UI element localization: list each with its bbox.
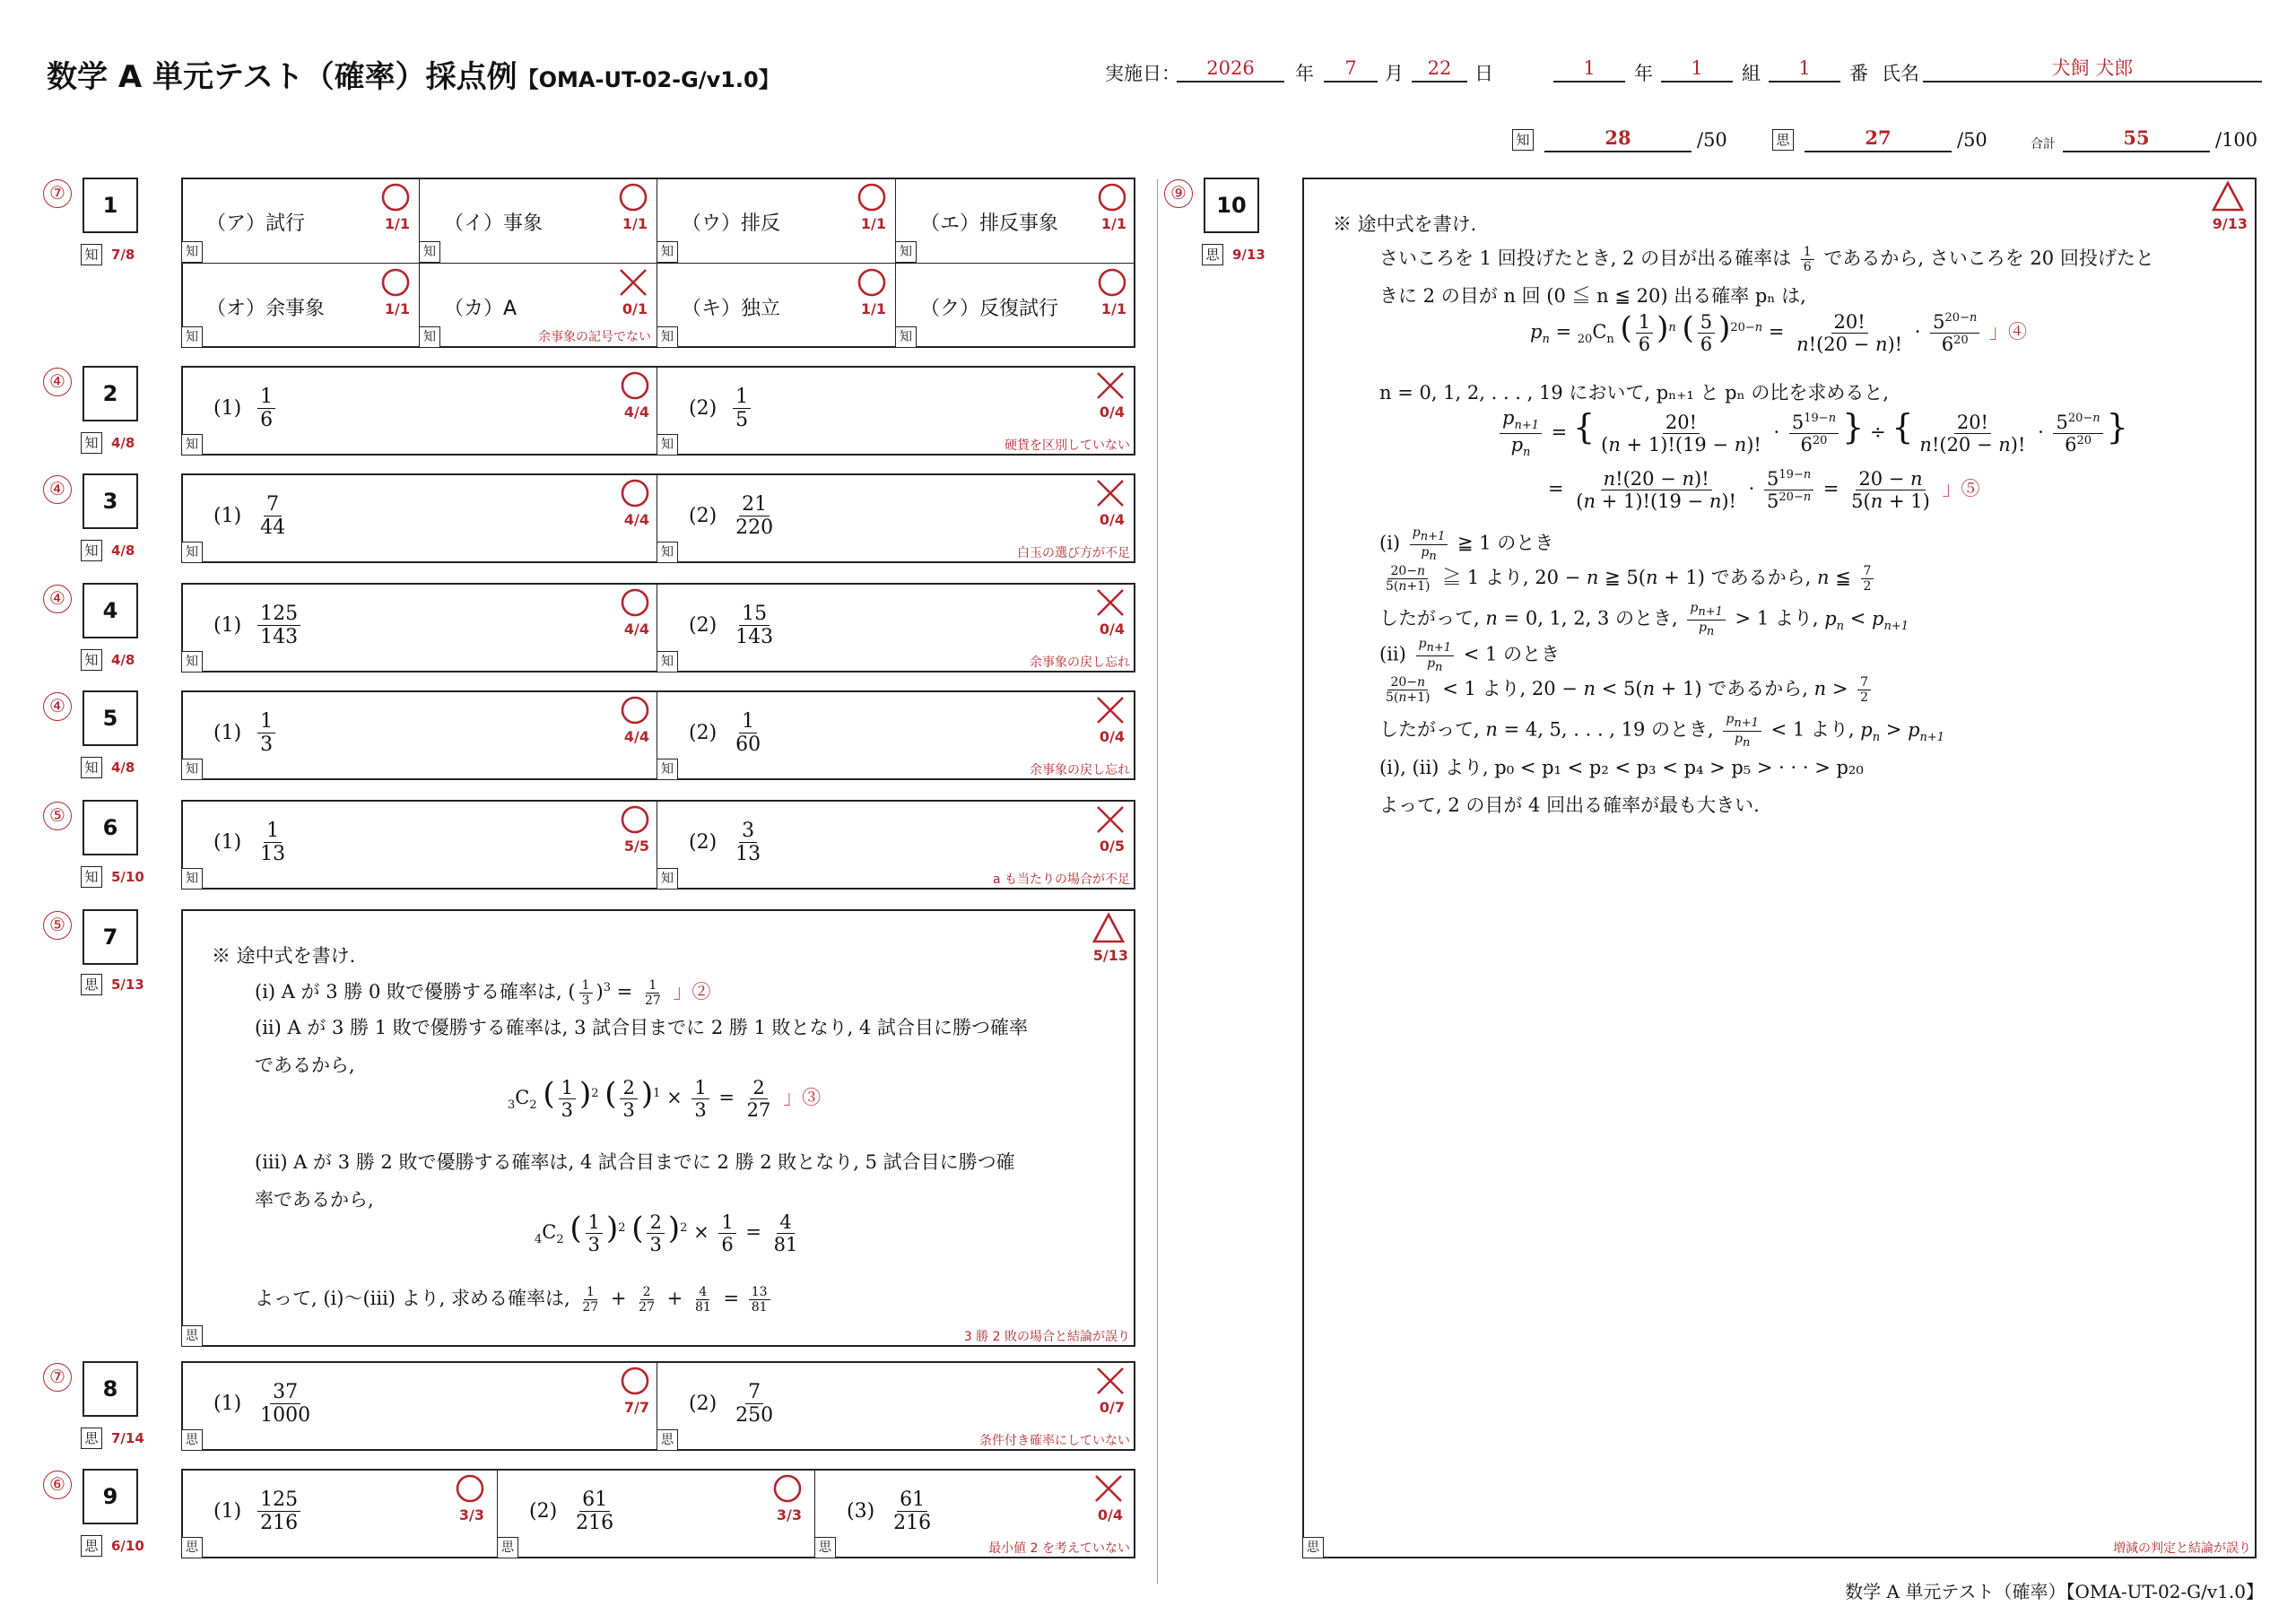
q9-circled-score: ⑥ bbox=[43, 1471, 72, 1499]
q1-cell-score: 1/1 bbox=[384, 215, 410, 232]
q5-answer-index: (1) bbox=[213, 721, 242, 744]
q5-answer-fraction-num: 1 bbox=[257, 710, 275, 733]
q8-answer-fraction-num: 7 bbox=[745, 1381, 763, 1404]
q1-cell-note: 余事象の記号でない bbox=[538, 330, 651, 344]
q3-answer-fraction-num: 7 bbox=[264, 493, 282, 516]
q1-cell-tag: 知 bbox=[181, 326, 203, 348]
q6-cell-tag: 知 bbox=[181, 868, 203, 890]
q8-subscore: 7/14 bbox=[111, 1430, 144, 1446]
q7-line-i: (i) A が 3 勝 0 敗で優勝する確率は, ( $\frac{1}{3}$ )$^3$ = $\frac{1}{27}$ 」② bbox=[255, 977, 711, 1008]
q9-answer bbox=[213, 1488, 304, 1535]
q10-eq-ratio: $\frac{p_{n+1}}{p_n}$ = { $\frac{20!}{(n + 1)!(19 - n)!}$ · $\frac{5^{19-n}}{6^{20}}$ } ÷ { $\frac{20!}{n!(20 - n)!}$ · $\frac{5^{20-n}}{6^{20}}$ } bbox=[1496, 407, 2128, 460]
column-divider bbox=[1157, 179, 1158, 1584]
q9-cross-mark bbox=[1091, 1471, 1126, 1506]
q9-answer-index: (1) bbox=[213, 1499, 242, 1523]
q4-number: 4 bbox=[83, 583, 138, 638]
q1-cell-score: 0/1 bbox=[622, 300, 648, 317]
total-label: 合計 bbox=[2031, 137, 2056, 152]
day-field: 22 bbox=[1412, 56, 1467, 82]
q7-eq-ii: $_3C_2$ ( $\frac{1}{3}$ )$^2$ ( $\frac{2}{3}$ )$^1$ × $\frac{1}{3}$ = $\frac{2}{27}$ 」③ bbox=[508, 1076, 822, 1121]
q3-note: 白玉の選び方が不足 bbox=[1017, 546, 1130, 560]
month-unit: 月 bbox=[1385, 63, 1404, 84]
q3-answer-score: 0/4 bbox=[1099, 511, 1125, 528]
q9-answer-fraction bbox=[891, 1488, 934, 1535]
q8-answer-score: 7/7 bbox=[623, 1399, 649, 1416]
q3-cell-tag: 知 bbox=[181, 542, 203, 563]
q1-cell-label: （オ）余事象 bbox=[206, 298, 326, 320]
month-field: 7 bbox=[1324, 56, 1378, 82]
q1-cell-tag: 知 bbox=[419, 326, 440, 348]
q6-answer bbox=[213, 820, 291, 866]
q8-answer-fraction-den: 250 bbox=[735, 1404, 774, 1428]
q5-answer bbox=[213, 710, 279, 757]
q10-tag: 思 bbox=[1202, 244, 1223, 265]
q9-answer-fraction bbox=[257, 1488, 300, 1535]
q2-answer bbox=[213, 386, 279, 432]
q1-circle-mark bbox=[1094, 179, 1130, 215]
q10-cell-tag: 思 bbox=[1302, 1537, 1324, 1558]
q3-answer-index: (1) bbox=[213, 504, 242, 527]
grade-unit: 年 bbox=[1634, 63, 1653, 84]
q4-answer bbox=[689, 603, 779, 649]
q1-cell-label: （イ）事象 bbox=[444, 213, 544, 235]
q1-cell-tag: 知 bbox=[895, 326, 917, 348]
q3-answer-fraction-den: 44 bbox=[260, 516, 286, 540]
number-field: 1 bbox=[1769, 56, 1840, 82]
q1-number: 1 bbox=[83, 178, 138, 233]
q1-circled-score: ⑦ bbox=[43, 179, 72, 208]
q7-conclusion: よって, (i)〜(iii) より, 求める確率は, $\frac{1}{27}$ + $\frac{2}{27}$ + $\frac{4}{81}$ = $\frac{13}{81}$ bbox=[255, 1284, 774, 1315]
q10-case-ii: (ii) $\frac{p_{n+1}}{p_n}$ < 1 のとき bbox=[1379, 637, 1560, 674]
q9-answer-score: 3/3 bbox=[776, 1506, 802, 1523]
q8-answer-fraction bbox=[733, 1381, 776, 1428]
q1-cell-score: 1/1 bbox=[860, 300, 886, 317]
q1-cell-score: 1/1 bbox=[860, 215, 886, 232]
q6-tag: 知 bbox=[81, 866, 102, 888]
q7-line-iii-cont: 率であるから, bbox=[255, 1189, 374, 1211]
q9-circle-mark bbox=[452, 1471, 488, 1506]
q1-cell-tag: 知 bbox=[895, 241, 917, 263]
q3-answer-fraction bbox=[257, 493, 288, 540]
q7-marker-3: 」③ bbox=[783, 1087, 822, 1108]
q1-circle-mark bbox=[378, 179, 413, 215]
q6-answer-fraction-den: 13 bbox=[735, 843, 761, 866]
q5-answer-score: 4/4 bbox=[623, 728, 649, 745]
q6-answer bbox=[689, 820, 767, 866]
q7-partial-mark bbox=[1091, 911, 1126, 947]
q8-answer bbox=[213, 1381, 317, 1428]
think-max: /50 bbox=[1957, 129, 1987, 151]
q6-subscore: 5/10 bbox=[111, 869, 144, 885]
q8-answer-fraction-num: 37 bbox=[270, 1381, 300, 1404]
q1-cell-score: 1/1 bbox=[1100, 300, 1126, 317]
q9-answer-score: 0/4 bbox=[1097, 1506, 1123, 1523]
q3-answer-fraction-num: 21 bbox=[739, 493, 770, 516]
q7-score: 5/13 bbox=[1092, 947, 1128, 964]
q1-circle-mark bbox=[854, 265, 890, 300]
q3-answer bbox=[689, 493, 779, 540]
q9-number: 9 bbox=[83, 1469, 138, 1524]
q6-answer-fraction bbox=[733, 820, 763, 866]
q5-answer-fraction-num: 1 bbox=[739, 710, 757, 733]
q4-answer-fraction-num: 15 bbox=[739, 603, 770, 626]
name-label: 氏名 bbox=[1882, 63, 1919, 84]
q1-cell-tag: 知 bbox=[657, 241, 678, 263]
q8-tag: 思 bbox=[81, 1428, 102, 1449]
q6-answer-fraction-num: 1 bbox=[264, 820, 282, 843]
q1-cell-score: 1/1 bbox=[384, 300, 410, 317]
q2-answer-fraction bbox=[257, 386, 275, 432]
q9-answer-index: (2) bbox=[529, 1499, 558, 1523]
q9-note: 最小値 2 を考えていない bbox=[988, 1541, 1130, 1556]
q9-circle-mark bbox=[770, 1471, 805, 1506]
q3-answer-fraction-den: 220 bbox=[735, 516, 774, 540]
q7-line-ii: (ii) A が 3 勝 1 敗で優勝する確率は, 3 試合目までに 2 勝 1 敗となり, 4 試合目に勝つ確率 bbox=[255, 1017, 1028, 1038]
q4-answer-index: (1) bbox=[213, 613, 242, 637]
q8-cross-mark bbox=[1092, 1363, 1128, 1399]
class-field: 1 bbox=[1661, 56, 1733, 82]
q7-line-i-text: (i) A が 3 勝 0 敗で優勝する確率は, bbox=[255, 981, 562, 1002]
q3-answer-index: (2) bbox=[689, 504, 718, 527]
q10-marker-4: 」④ bbox=[1989, 321, 2028, 343]
q9-cell-tag: 思 bbox=[497, 1537, 518, 1558]
q10-score: 9/13 bbox=[2212, 215, 2248, 232]
q3-answer bbox=[213, 493, 291, 540]
q1-cell-label: （ア）試行 bbox=[206, 213, 306, 235]
q9-answer-fraction-den: 216 bbox=[260, 1512, 299, 1535]
q1-row-divider bbox=[181, 263, 1135, 264]
q9-answer-fraction-num: 125 bbox=[257, 1488, 300, 1512]
q2-cell-tag: 知 bbox=[657, 434, 678, 456]
q1-circle-mark bbox=[615, 179, 651, 215]
q4-subscore: 4/8 bbox=[111, 652, 135, 668]
q10-case-i-cond: $\frac{20-n}{5(n+1)}$ ≧ 1 より, 20 − n ≧ 5(n + 1) であるから, n ≦ $\frac{7}{2}$ bbox=[1379, 563, 1877, 594]
think-tag: 思 bbox=[1772, 129, 1794, 151]
q1-cell-score: 1/1 bbox=[622, 215, 648, 232]
q5-answer-fraction bbox=[257, 710, 275, 757]
q1-circle-mark bbox=[378, 265, 413, 300]
q9-answer-fraction-num: 61 bbox=[579, 1488, 610, 1512]
q10-case-i: (i) $\frac{p_{n+1}}{p_n}$ ≧ 1 のとき bbox=[1379, 525, 1554, 563]
q10-line-2: きに 2 の目が n 回 (0 ≦ n ≦ 20) 出る確率 pₙ は, bbox=[1379, 285, 1806, 307]
q9-subscore: 6/10 bbox=[111, 1538, 144, 1554]
q10-circled-score: ⑨ bbox=[1164, 179, 1193, 208]
footer: 数学 A 単元テスト（確率）【OMA-UT-02-G/v1.0】 bbox=[1845, 1581, 2264, 1602]
q9-answer-fraction-den: 216 bbox=[576, 1512, 614, 1535]
q10-line-conclusion: よって, 2 の目が 4 回出る確率が最も大きい. bbox=[1379, 794, 1760, 816]
day-unit: 日 bbox=[1474, 63, 1493, 84]
q10-subscore: 9/13 bbox=[1232, 247, 1265, 263]
q2-answer bbox=[689, 386, 754, 432]
q10-partial-mark bbox=[2210, 179, 2246, 215]
total-score: 55 bbox=[2063, 126, 2210, 152]
q3-circle-mark bbox=[617, 475, 653, 511]
q4-note: 余事象の戻し忘れ bbox=[1030, 655, 1130, 670]
q1-circle-mark bbox=[854, 179, 890, 215]
q10-eq-ratio-2: = $\frac{n!(20 - n)!}{(n + 1)!(19 - n)!}$ · $\frac{5^{19-n}}{5^{20-n}}$ = $\frac{20 - n}{5(n + 1)}$ 」⑤ bbox=[1548, 468, 1980, 513]
q6-note: a も当たりの場合が不足 bbox=[992, 872, 1130, 887]
q8-answer-index: (1) bbox=[213, 1392, 242, 1415]
q6-answer-index: (2) bbox=[689, 830, 718, 854]
q9-answer bbox=[529, 1488, 620, 1535]
q7-marker-2: 」② bbox=[673, 981, 711, 1002]
q2-answer-index: (1) bbox=[213, 396, 242, 420]
q3-tag: 知 bbox=[81, 540, 102, 561]
q7-circled-score: ⑤ bbox=[43, 911, 72, 940]
q10-number: 10 bbox=[1204, 178, 1259, 233]
q7-conclusion-text: よって, (i)〜(iii) より, 求める確率は, bbox=[255, 1288, 570, 1309]
q3-subscore: 4/8 bbox=[111, 542, 135, 559]
know-score: 28 bbox=[1544, 126, 1692, 152]
q4-answer-score: 0/4 bbox=[1099, 621, 1125, 638]
q9-answer-score: 3/3 bbox=[458, 1506, 484, 1523]
q1-cell-label: （キ）独立 bbox=[682, 298, 781, 320]
q9-tag: 思 bbox=[81, 1535, 102, 1557]
q5-answer-index: (2) bbox=[689, 721, 718, 744]
q10-line-1b: であるから, さいころを 20 回投げたと bbox=[1823, 247, 2154, 269]
q8-cell-tag: 思 bbox=[181, 1429, 203, 1451]
q6-cross-mark bbox=[1092, 802, 1128, 838]
q1-col-divider-1 bbox=[419, 178, 420, 348]
q6-number: 6 bbox=[83, 800, 138, 855]
q3-answer-score: 4/4 bbox=[623, 511, 649, 528]
q8-note: 条件付き確率にしていない bbox=[979, 1434, 1130, 1448]
q10-instruction: ※ 途中式を書け. bbox=[1333, 213, 1477, 235]
q7-line-ii-cont: であるから, bbox=[255, 1055, 355, 1076]
q1-subscore: 7/8 bbox=[111, 247, 135, 263]
q5-answer-fraction bbox=[733, 710, 763, 757]
q5-cross-mark bbox=[1092, 692, 1128, 728]
know-max: /50 bbox=[1697, 129, 1727, 151]
q6-answer-fraction bbox=[257, 820, 288, 866]
q1-col-divider-3 bbox=[895, 178, 896, 348]
q8-answer-score: 0/7 bbox=[1099, 1399, 1125, 1416]
q1-cell-tag: 知 bbox=[657, 326, 678, 348]
q10-case-ii-result: したがって, n = 4, 5, . . . , 19 のとき, $\frac{p_{n+1}}{p_n}$ < 1 より, $p_n > p_{n+1}$ bbox=[1379, 712, 1945, 750]
q7-subscore: 5/13 bbox=[111, 976, 144, 993]
q6-answer-index: (1) bbox=[213, 830, 242, 854]
q2-note: 硬貨を区別していない bbox=[1004, 438, 1130, 453]
q4-circled-score: ④ bbox=[43, 585, 72, 613]
q8-cell-tag: 思 bbox=[657, 1429, 678, 1451]
q7-instruction: ※ 途中式を書け. bbox=[212, 945, 356, 967]
total-max: /100 bbox=[2215, 129, 2258, 151]
q6-cell-tag: 知 bbox=[657, 868, 678, 890]
q5-note: 余事象の戻し忘れ bbox=[1030, 763, 1130, 777]
q7-cell-tag: 思 bbox=[181, 1325, 203, 1347]
q8-answer bbox=[689, 1381, 779, 1428]
title-text: 数学 A 単元テスト（確率）採点例 bbox=[47, 59, 517, 95]
q10-marker-5: 」⑤ bbox=[1942, 478, 1980, 500]
q7-eq-iii: $_4C_2$ ( $\frac{1}{3}$ )$^2$ ( $\frac{2}{3}$ )$^2$ × $\frac{1}{6}$ = $\frac{4}{81}$ bbox=[535, 1211, 798, 1255]
q2-answer-score: 0/4 bbox=[1099, 404, 1125, 421]
q10-line-1: さいころを 1 回投げたとき, 2 の目が出る確率は $\frac{1}{6}$ であるから, さいころを 20 回投げたと bbox=[1379, 244, 2154, 274]
q1-cell-tag: 知 bbox=[419, 241, 440, 263]
q6-answer-fraction-num: 3 bbox=[739, 820, 757, 843]
q2-cell-tag: 知 bbox=[181, 434, 203, 456]
think-score: 27 bbox=[1805, 126, 1952, 152]
q2-answer-fraction-num: 1 bbox=[257, 386, 275, 409]
grade-field: 1 bbox=[1553, 56, 1625, 82]
q9-answer-fraction-den: 216 bbox=[893, 1512, 932, 1535]
q9-answer-fraction-num: 61 bbox=[897, 1488, 927, 1512]
name-field: 犬飼 犬郎 bbox=[1923, 56, 2262, 82]
doc-code: 【OMA-UT-02-G/v1.0】 bbox=[517, 67, 780, 92]
date-label: 実施日： bbox=[1105, 63, 1180, 84]
q4-answer-fraction bbox=[257, 603, 300, 649]
q4-answer bbox=[213, 603, 304, 649]
q8-answer-fraction-den: 1000 bbox=[260, 1404, 311, 1428]
q4-cross-mark bbox=[1092, 585, 1128, 621]
q1-tag: 知 bbox=[81, 244, 102, 265]
q1-cell-label: （ウ）排反 bbox=[682, 213, 781, 235]
q2-answer-fraction-den: 6 bbox=[260, 409, 274, 432]
q2-circle-mark bbox=[617, 368, 653, 404]
q6-answer-score: 0/5 bbox=[1099, 838, 1125, 855]
q3-answer-fraction bbox=[733, 493, 776, 540]
q1-cell-label: （エ）排反事象 bbox=[920, 213, 1059, 235]
q6-answer-fraction-den: 13 bbox=[260, 843, 286, 866]
q1-cell-score: 1/1 bbox=[1100, 215, 1126, 232]
q5-subscore: 4/8 bbox=[111, 759, 135, 776]
q1-cell-tag: 知 bbox=[181, 241, 203, 263]
q8-number: 8 bbox=[83, 1361, 138, 1417]
q10-line-order: (i), (ii) より, p₀ < p₁ < p₂ < p₃ < p₄ > p₅ > · · · > p₂₀ bbox=[1379, 757, 1864, 778]
q10-case-i-result: したがって, n = 0, 1, 2, 3 のとき, $\frac{p_{n+1}}{p_n}$ > 1 より, $p_n < p_{n+1}$ bbox=[1379, 601, 1909, 638]
q7-answer-box bbox=[181, 909, 1135, 1347]
q3-circled-score: ④ bbox=[43, 475, 72, 504]
q9-answer bbox=[847, 1488, 937, 1535]
q3-cell-tag: 知 bbox=[657, 542, 678, 563]
q7-number: 7 bbox=[83, 909, 138, 965]
q6-circled-score: ⑤ bbox=[43, 802, 72, 830]
number-unit: 番 bbox=[1849, 63, 1868, 84]
q3-number: 3 bbox=[83, 473, 138, 529]
q5-tag: 知 bbox=[81, 757, 102, 778]
q2-answer-fraction bbox=[733, 386, 751, 432]
q5-answer-score: 0/4 bbox=[1099, 728, 1125, 745]
q10-note: 増減の判定と結論が誤り bbox=[2113, 1541, 2251, 1556]
q8-circled-score: ⑦ bbox=[43, 1363, 72, 1392]
q9-cell-tag: 思 bbox=[814, 1537, 836, 1558]
year-unit: 年 bbox=[1295, 63, 1314, 84]
q1-cross-mark bbox=[615, 265, 651, 300]
q5-answer-fraction-den: 60 bbox=[735, 733, 761, 757]
q1-circle-mark bbox=[1094, 265, 1130, 300]
q9-answer-index: (3) bbox=[847, 1499, 875, 1523]
q4-cell-tag: 知 bbox=[181, 651, 203, 673]
page-title bbox=[47, 52, 780, 96]
q2-number: 2 bbox=[83, 366, 138, 421]
q9-answer-fraction bbox=[573, 1488, 616, 1535]
q8-answer-fraction bbox=[257, 1381, 313, 1428]
q4-answer-index: (2) bbox=[689, 613, 718, 637]
q2-answer-fraction-den: 5 bbox=[735, 409, 749, 432]
q5-answer-fraction-den: 3 bbox=[260, 733, 274, 757]
q2-cross-mark bbox=[1092, 368, 1128, 404]
q5-cell-tag: 知 bbox=[181, 759, 203, 780]
q9-cell-tag: 思 bbox=[181, 1537, 203, 1558]
q2-tag: 知 bbox=[81, 432, 102, 454]
q6-answer-score: 5/5 bbox=[623, 838, 649, 855]
q5-number: 5 bbox=[83, 690, 138, 746]
q7-note: 3 勝 2 敗の場合と結論が誤り bbox=[963, 1330, 1130, 1344]
q10-case-ii-cond: $\frac{20-n}{5(n+1)}$ < 1 より, 20 − n < 5(n + 1) であるから, n > $\frac{7}{2}$ bbox=[1379, 674, 1874, 705]
q4-answer-fraction-den: 143 bbox=[735, 626, 774, 649]
class-unit: 組 bbox=[1742, 63, 1761, 84]
q1-cell-label: （ク）反復試行 bbox=[920, 298, 1059, 320]
q2-circled-score: ④ bbox=[43, 368, 72, 396]
q10-eq-pn: $p_n = _{20}C_n$ ( $\frac{1}{6}$ )$^n$ ( $\frac{5}{6}$ )$^{20-n}$ = $\frac{20!}{n!(20 - n)!}$ · $\frac{5^{20-n}}{6^{20}}$ 」④ bbox=[1530, 310, 2028, 355]
q1-cell-label: （カ）A bbox=[444, 298, 517, 320]
q2-subscore: 4/8 bbox=[111, 435, 135, 451]
q6-circle-mark bbox=[617, 802, 653, 838]
q5-circle-mark bbox=[617, 692, 653, 728]
q2-answer-fraction-num: 1 bbox=[733, 386, 751, 409]
know-tag: 知 bbox=[1512, 129, 1534, 151]
q5-circled-score: ④ bbox=[43, 692, 72, 721]
q7-tag: 思 bbox=[81, 974, 102, 995]
q10-line-1a: さいころを 1 回投げたとき, 2 の目が出る確率は bbox=[1379, 247, 1792, 269]
q2-answer-score: 4/4 bbox=[623, 404, 649, 421]
q4-answer-fraction-num: 125 bbox=[257, 603, 300, 626]
q5-cell-tag: 知 bbox=[657, 759, 678, 780]
q3-cross-mark bbox=[1092, 475, 1128, 511]
q2-answer-index: (2) bbox=[689, 396, 718, 420]
q4-circle-mark bbox=[617, 585, 653, 621]
q8-answer-index: (2) bbox=[689, 1392, 718, 1415]
q5-answer bbox=[689, 710, 767, 757]
q7-line-iii: (iii) A が 3 勝 2 敗で優勝する確率は, 4 試合目までに 2 勝 2 敗となり, 5 試合目に勝つ確 bbox=[255, 1151, 1015, 1173]
q8-circle-mark bbox=[617, 1363, 653, 1399]
q10-line-3: n = 0, 1, 2, . . . , 19 において, pₙ₊₁ と pₙ の比を求めると, bbox=[1379, 382, 1890, 404]
q4-cell-tag: 知 bbox=[657, 651, 678, 673]
q4-answer-score: 4/4 bbox=[623, 621, 649, 638]
q4-tag: 知 bbox=[81, 649, 102, 671]
q4-answer-fraction bbox=[733, 603, 776, 649]
q4-answer-fraction-den: 143 bbox=[260, 626, 299, 649]
year-field: 2026 bbox=[1177, 56, 1284, 82]
